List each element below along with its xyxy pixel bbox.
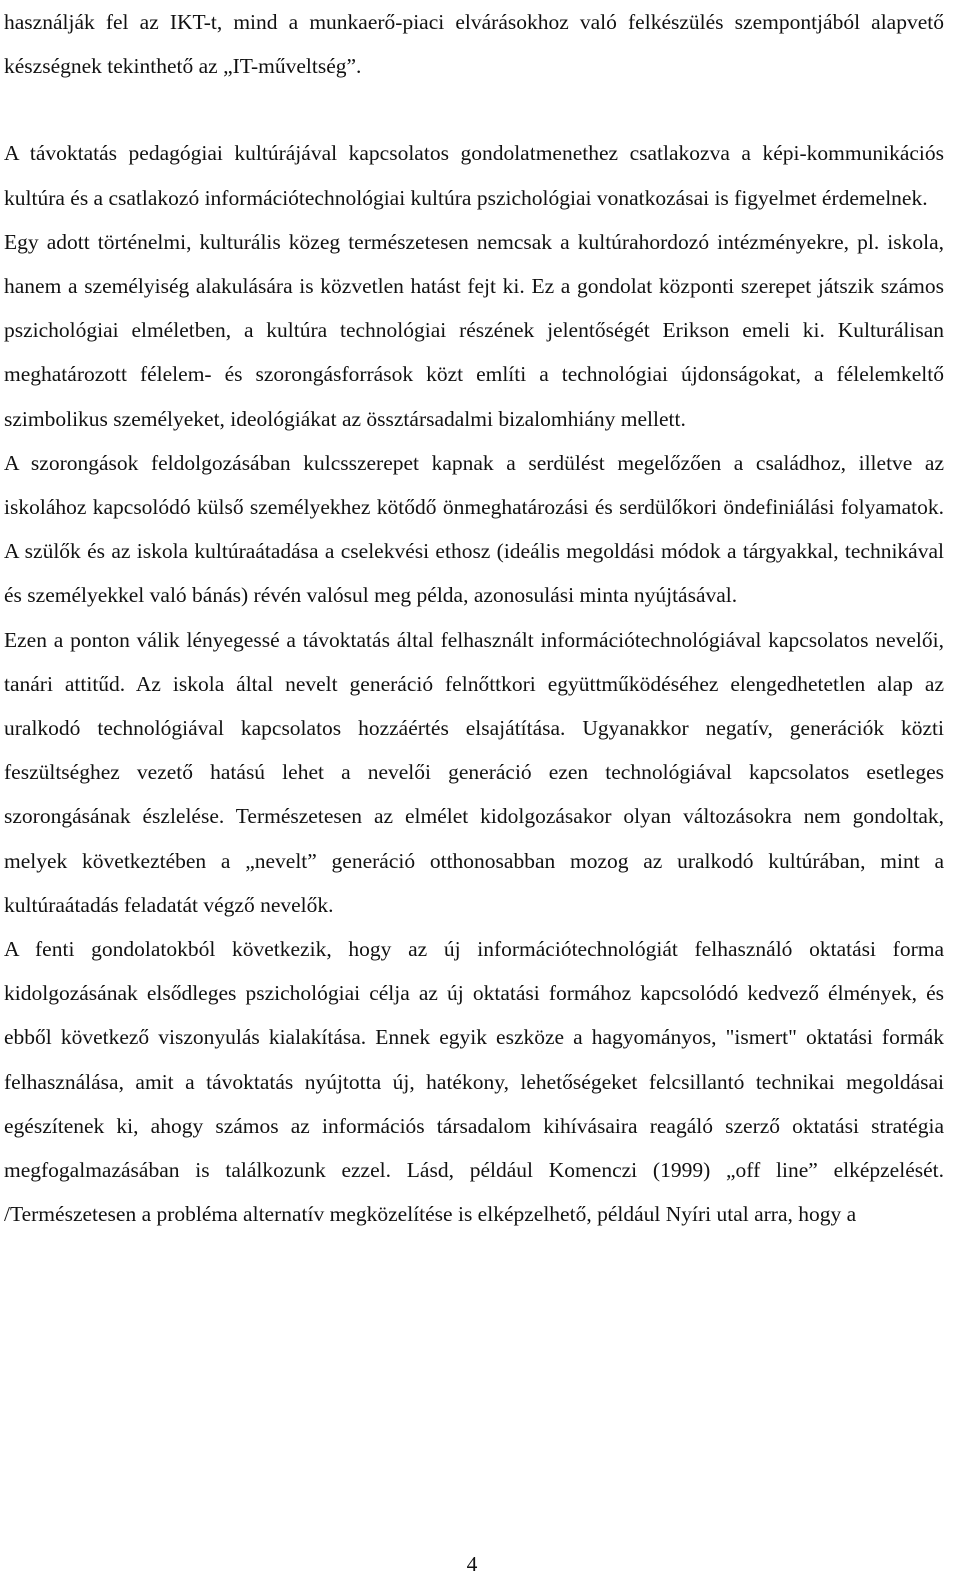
page-number: 4	[466, 1552, 478, 1576]
paragraph-2: A távoktatás pedagógiai kultúrájával kapcsolatos gondolatmenethez csatlakozva a képi-kommunikációs kultúra és a csatlakozó információtechnológiai kultúra pszichológiai vonatkozásai is figyelmet érdemelnek.	[4, 141, 944, 210]
body-text	[4, 0, 944, 1236]
paragraph-1: használják fel az IKT-t, mind a munkaerő-piaci elvárásokhoz való felkészülés szempontjából alapvető készségnek tekinthető az „IT-műveltség”.	[4, 10, 944, 79]
paragraph-5: Ezen a ponton válik lényegessé a távoktatás által felhasznált információtechnológiával kapcsolatos nevelői, tanári attitűd. Az iskola által nevelt generáció felnőttkori együttműködéséhez elengedhetetlen alap az uralkodó technológiával kapcsolatos hozzáértés elsajátítása. Ugyanakkor negatív, generációk közti feszültséghez vezető hatású lehet a nevelői generáció ezen technológiával kapcsolatos esetleges szorongásának észlelése. Természetesen az elmélet kidolgozásakor olyan változásokra nem gondoltak, melyek következtében a „nevelt” generáció otthonosabban mozog az uralkodó kultúrában, mint a kultúraátadás feladatát végző nevelők.	[4, 627, 944, 917]
paragraph-4: A szorongások feldolgozásában kulcsszerepet kapnak a serdülést megelőzően a családhoz, illetve az iskolához kapcsolódó külső személyekhez kötődő önmeghatározási és serdülőkori öndefiniálási folyamatok. A szülők és az iskola kultúraátadása a cselekvési ethosz (ideális megoldási módok a tárgyakkal, technikával és személyekkel való bánás) révén valósul meg példa, azonosulási minta nyújtásával.	[4, 450, 944, 608]
paragraph-gap	[4, 88, 944, 131]
paragraph-3: Egy adott történelmi, kulturális közeg természetesen nemcsak a kultúrahordozó intézményekre, pl. iskola, hanem a személyiség alakulására is közvetlen hatást fejt ki. Ez a gondolat központi szerepet játszik számos pszichológiai elméletben, a kultúra technológiai részének jelentőségét Erikson emeli ki. Kulturálisan meghatározott félelem- és szorongásforrások közt említi a technológiai újdonságokat, a félelemkeltő szimbolikus személyeket, ideológiákat az össztársadalmi bizalomhiány mellett.	[4, 229, 944, 431]
paragraph-6: A fenti gondolatokból következik, hogy az új információtechnológiát felhasználó oktatási forma kidolgozásának elsődleges pszichológiai célja az új oktatási formához kapcsolódó kedvező élmények, és ebből következő viszonyulás kialakítása. Ennek egyik eszköze a hagyományos, "ismert" oktatási formák felhasználása, amit a távoktatás nyújtotta új, hatékony, lehetőségeket felcsillantó technikai megoldásai egészítenek ki, ahogy számos az információs társadalom kihívásaira reagáló szerző oktatási stratégia megfogalmazásában is találkozunk ezzel. Lásd, például Komenczi (1999) „off line” elképzelését. /Természetesen a probléma alternatív megközelítése is elképzelhető, például Nyíri utal arra, hogy a	[4, 937, 944, 1227]
